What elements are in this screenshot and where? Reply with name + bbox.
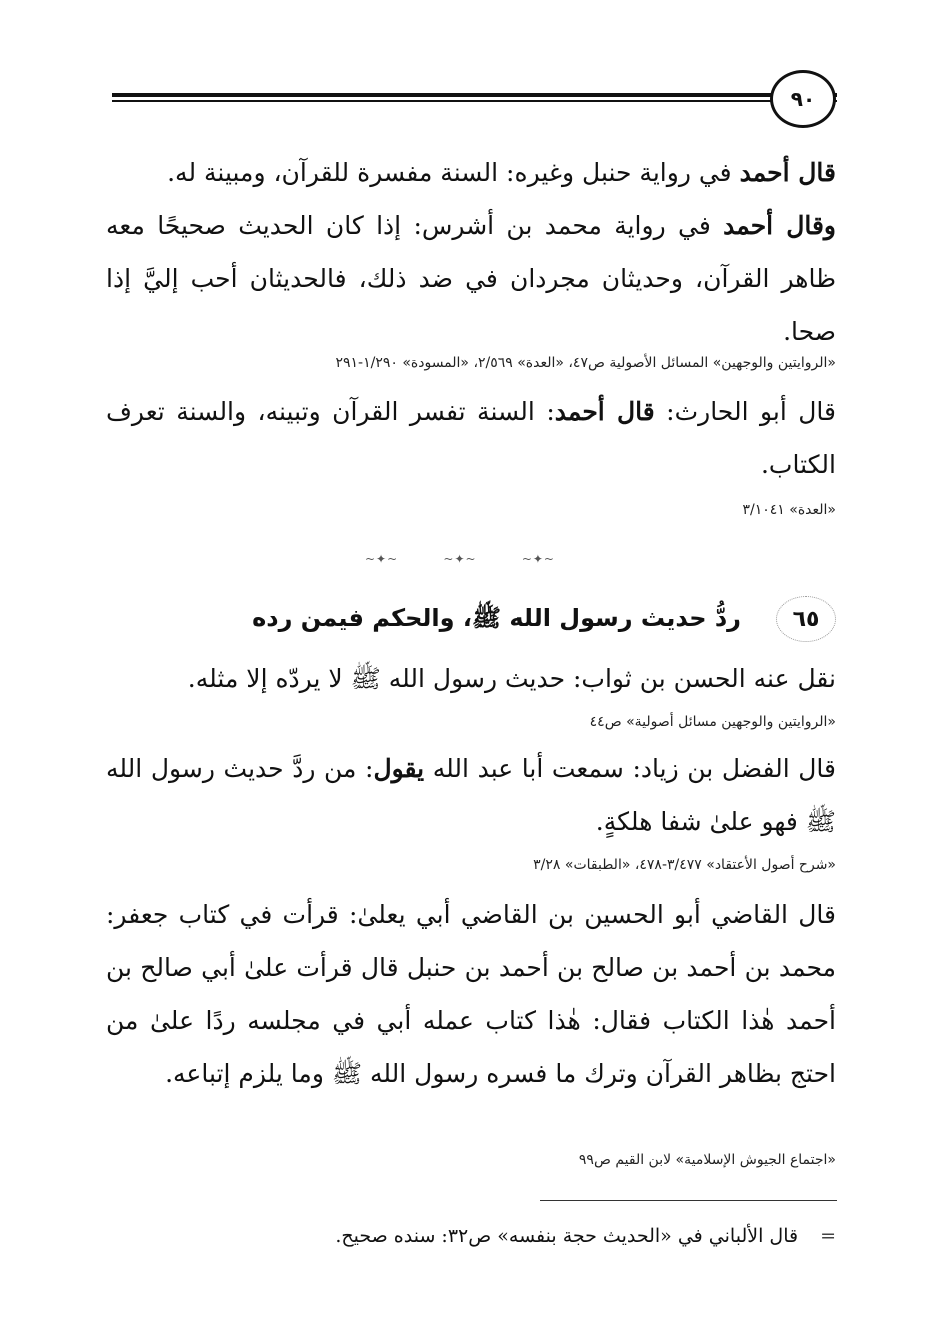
page-number: ٩٠ bbox=[770, 70, 836, 128]
speaker-name: قال أحمد bbox=[739, 158, 836, 187]
section-heading bbox=[106, 596, 836, 640]
section-number: ٦٥ bbox=[776, 596, 836, 642]
citation-idda: «العدة» ٣/١٠٤١ bbox=[742, 502, 836, 518]
citation-riwayatayn-idda-musawwada: «الروايتين والوجهين» المسائل الأصولية ص٤٧، «العدة» ٢/٥٦٩، «المسودة» ١/٢٩٠-٢٩١ bbox=[335, 355, 836, 371]
footnote bbox=[106, 1222, 836, 1250]
paragraph-abu-harith bbox=[106, 385, 836, 491]
paragraph-ahmad-hanbal bbox=[106, 146, 836, 199]
header-rule-top bbox=[112, 93, 780, 97]
paragraph-text-pre: قال أبو الحارث: bbox=[654, 397, 836, 426]
header-rule-bottom bbox=[112, 100, 780, 102]
footnote-text: قال الألباني في «الحديث حجة بنفسه» ص٣٢: سنده صحيح. bbox=[335, 1225, 799, 1247]
paragraph-qadi-abu-husayn: قال القاضي أبو الحسين بن القاضي أبي يعلىٰ: قرأت في كتاب جعفر: محمد بن أحمد بن صالح بن أحمد بن حنبل قال قرأت علىٰ أبي صالح بن أحمد هٰذا الكتاب فقال: هٰذا كتاب عمله أبي في مجلسه ردًا علىٰ من احتج بظاهر القرآن وترك ما فسره رسول الله ﷺ وما يلزم إتباعه. bbox=[106, 900, 836, 1088]
paragraph-hasan-thawab: نقل عنه الحسن بن ثواب: حديث رسول الله ﷺ لا يردّه إلا مثله. bbox=[187, 664, 836, 693]
ornament-glyph: ~✦~ bbox=[443, 552, 477, 566]
emphasis-word: يقول bbox=[373, 754, 425, 783]
section-title: ردُّ حديث رسول الله ﷺ، والحكم فيمن رده bbox=[252, 604, 741, 632]
citation-ijtima-juyush: «اجتماع الجيوش الإسلامية» لابن القيم ص٩٩ bbox=[578, 1152, 836, 1168]
footnote-continuation-marker: = bbox=[820, 1225, 836, 1247]
citation-sharh-usul: «شرح أصول الأعتقاد» ٣/٤٧٧-٤٧٨، «الطبقات» ٣/٢٨ bbox=[533, 857, 836, 873]
paragraph-ahmad-ashras bbox=[106, 199, 836, 358]
paragraph-fadl-ziyad bbox=[106, 742, 836, 848]
paragraph-text-pre: قال الفضل بن زياد: سمعت أبا عبد الله bbox=[424, 754, 836, 783]
ornament-divider bbox=[365, 552, 555, 566]
citation-riwayatayn: «الروايتين والوجهين مسائل أصولية» ص٤٤ bbox=[589, 714, 836, 730]
paragraph-text: : من ردَّ حديث رسول الله ﷺ فهو علىٰ شفا هلكةٍ. bbox=[106, 754, 836, 836]
speaker-name: قال أحمد bbox=[554, 397, 655, 426]
speaker-name: وقال أحمد bbox=[723, 211, 837, 240]
paragraph-text: في رواية محمد بن أشرس: إذا كان الحديث صحيحًا معه ظاهر القرآن، وحديثان مجردان في ضد ذلك، فالحديثان أحب إليَّ إذا صحا. bbox=[106, 211, 836, 346]
paragraph-text: في رواية حنبل وغيره: السنة مفسرة للقرآن، ومبينة له. bbox=[167, 158, 740, 187]
footnote-divider bbox=[540, 1200, 837, 1201]
ornament-glyph: ~✦~ bbox=[365, 552, 399, 566]
ornament-glyph: ~✦~ bbox=[521, 552, 555, 566]
paragraph-text: : السنة تفسر القرآن وتبينه، والسنة تعرف الكتاب. bbox=[106, 397, 836, 479]
